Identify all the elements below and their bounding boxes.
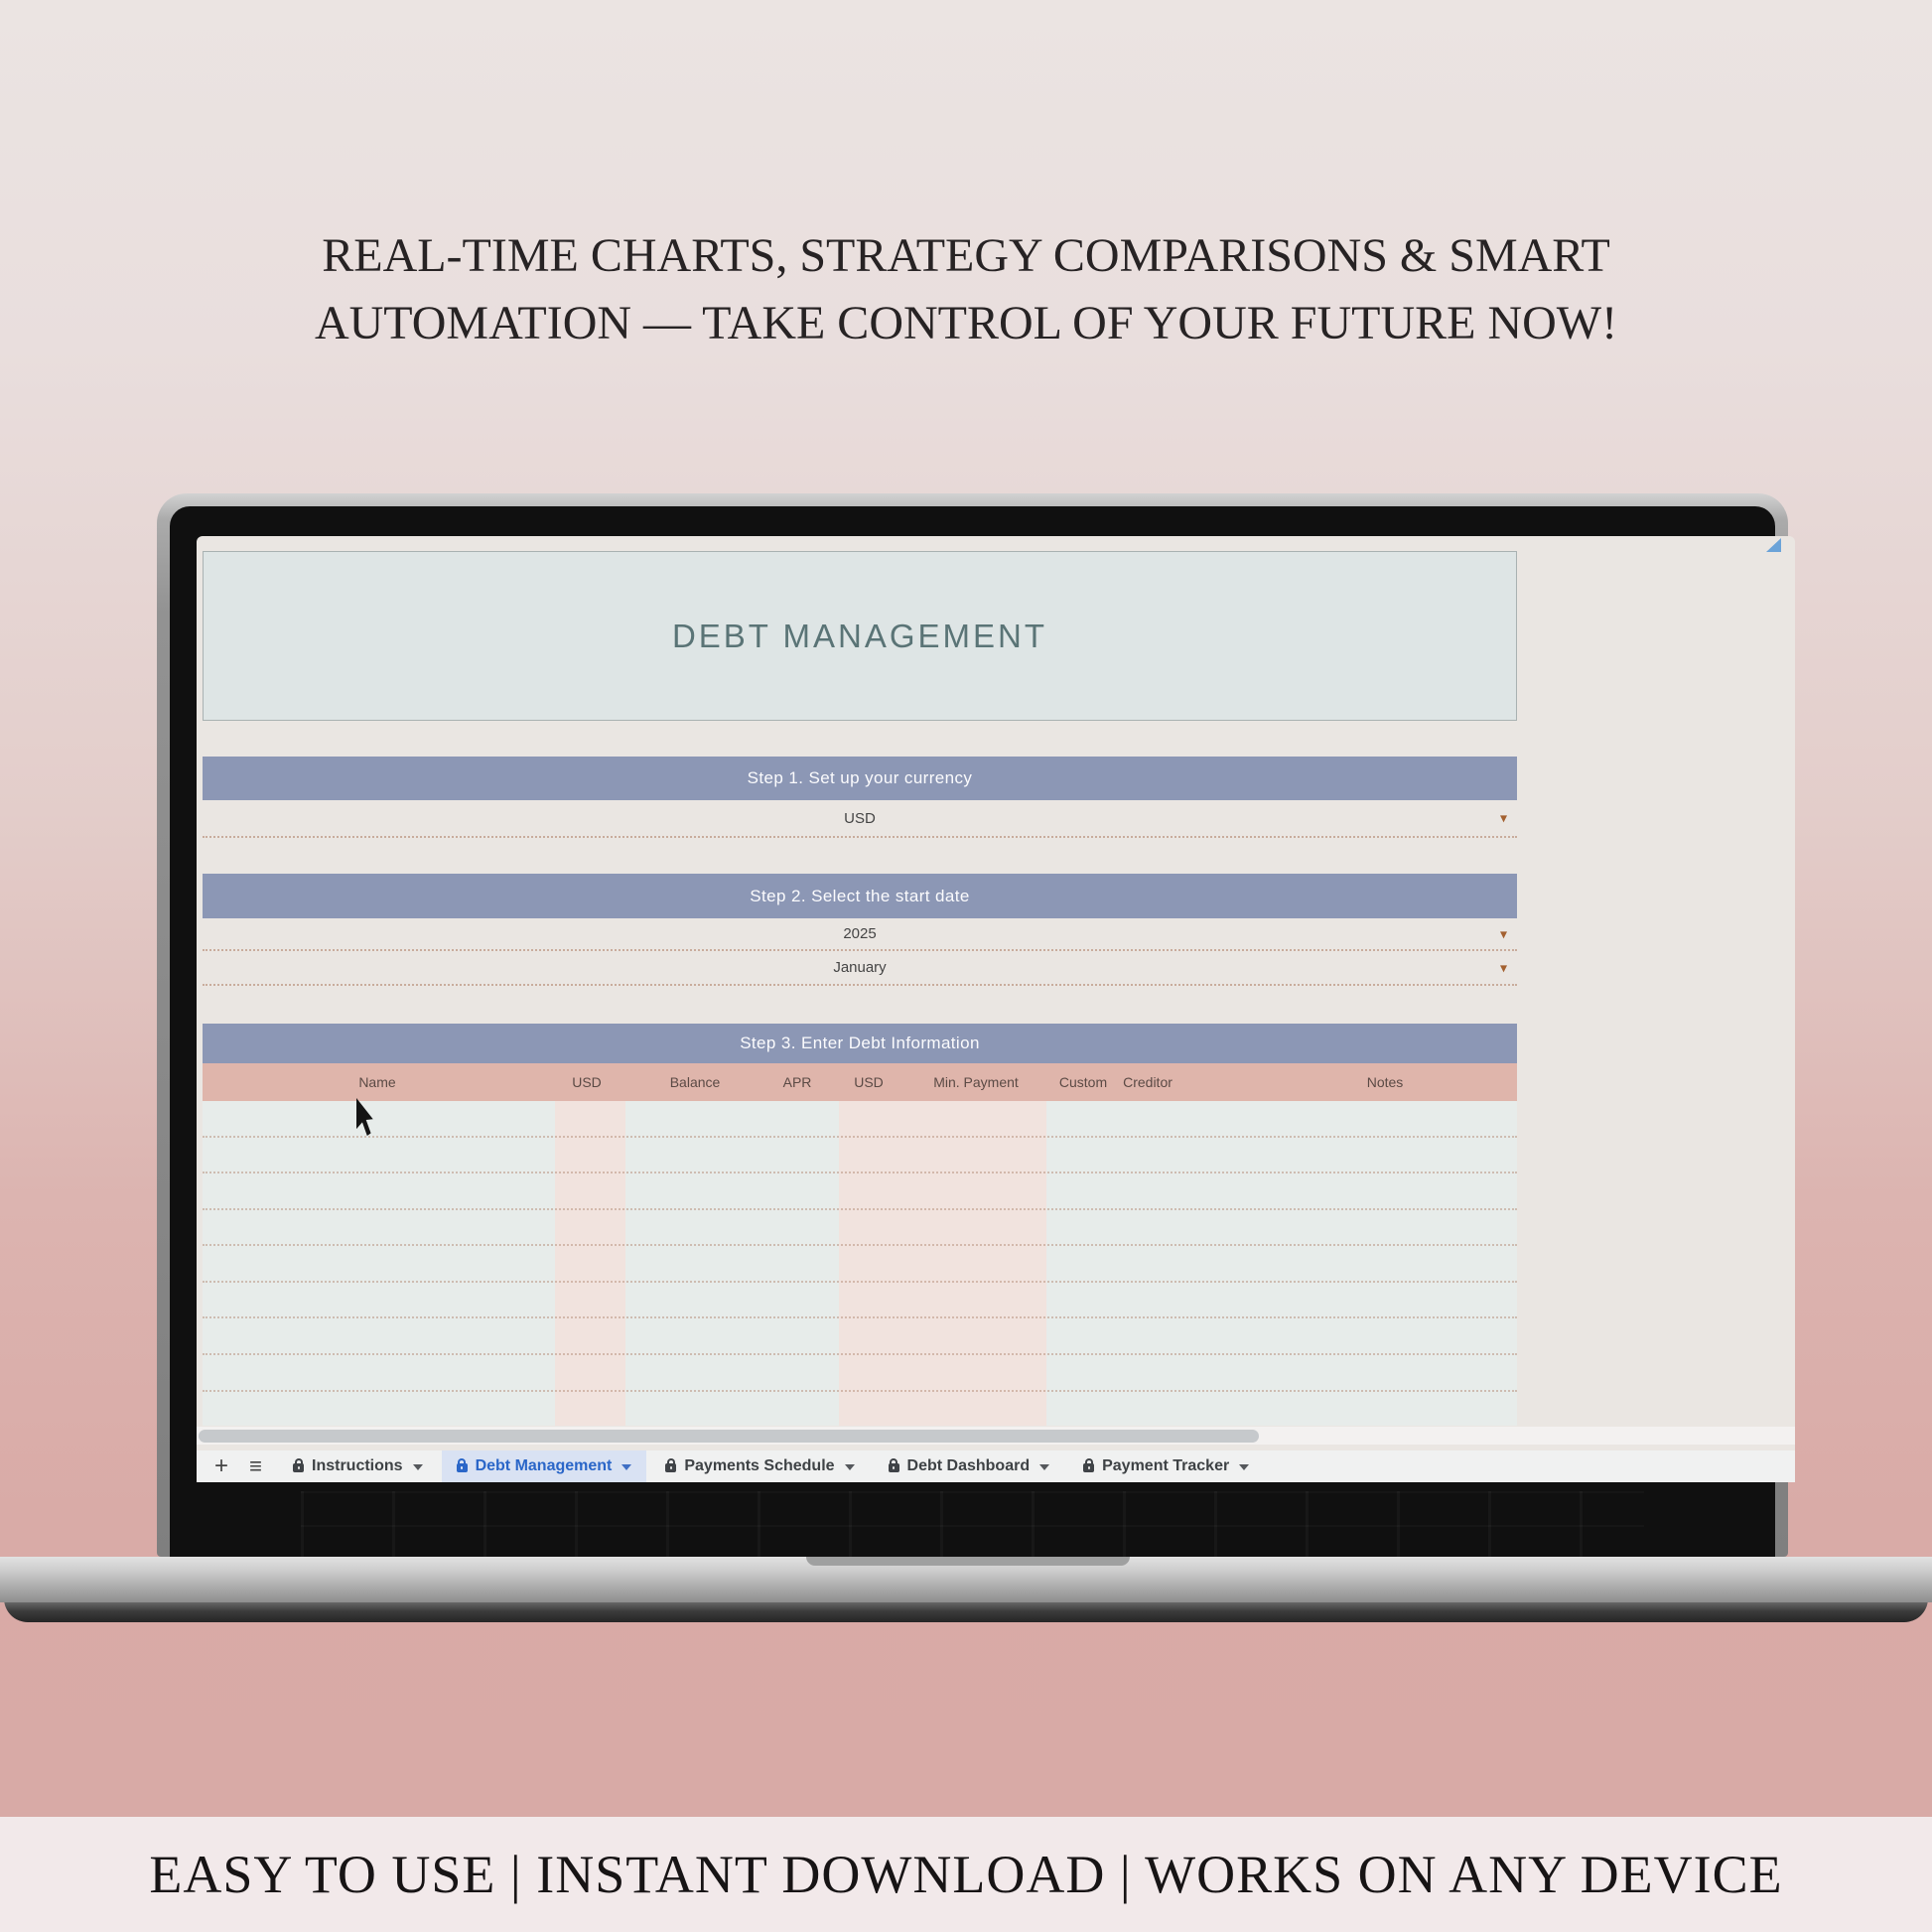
tab-debt-dashboard[interactable]: [874, 1450, 1065, 1482]
step1-header-bar: [203, 757, 1517, 800]
table-row[interactable]: [203, 1210, 1517, 1247]
column-header-usd: USD: [854, 1074, 884, 1090]
headline-line-2: AUTOMATION — TAKE CONTROL OF YOUR FUTURE NOW!: [314, 297, 1618, 349]
spreadsheet-screen: [197, 536, 1795, 1482]
lock-icon: [293, 1463, 304, 1472]
lock-icon: [665, 1463, 676, 1472]
step1-label: Step 1. Set up your currency: [747, 768, 973, 787]
table-row[interactable]: [203, 1392, 1517, 1427]
horizontal-scrollbar-track[interactable]: [197, 1427, 1795, 1445]
step2-header-bar: [203, 874, 1517, 918]
sheet-title: DEBT MANAGEMENT: [671, 617, 1048, 654]
headline: [0, 222, 1932, 357]
column-header-notes: Notes: [1366, 1074, 1404, 1090]
chevron-down-icon[interactable]: [1039, 1464, 1049, 1470]
lock-icon: [457, 1463, 468, 1472]
tab-label: Debt Management: [475, 1457, 613, 1474]
laptop-base: [0, 1557, 1932, 1602]
table-row[interactable]: [203, 1283, 1517, 1319]
column-header-creditor: Creditor: [1123, 1074, 1173, 1090]
tab-instructions[interactable]: [278, 1450, 438, 1482]
table-row[interactable]: [203, 1101, 1517, 1138]
year-select-row[interactable]: [203, 918, 1517, 951]
tab-payments-schedule[interactable]: [650, 1450, 869, 1482]
corner-selection-icon: [1766, 538, 1781, 552]
dropdown-arrow-icon[interactable]: ▾: [1499, 809, 1507, 826]
column-header-balance: Balance: [669, 1074, 721, 1090]
laptop-lid: [157, 493, 1788, 1557]
bottom-banner-text: EASY TO USE | INSTANT DOWNLOAD | WORKS ON ANY DEVICE: [149, 1845, 1783, 1904]
chevron-down-icon[interactable]: [845, 1464, 855, 1470]
tab-label: Payment Tracker: [1102, 1457, 1230, 1474]
step3-header-bar: [203, 1024, 1517, 1063]
table-row[interactable]: [203, 1138, 1517, 1174]
debt-table-empty-rows: [203, 1101, 1517, 1426]
column-header-usd: USD: [572, 1074, 602, 1090]
chevron-down-icon[interactable]: [413, 1464, 423, 1470]
column-header-apr: APR: [782, 1074, 812, 1090]
all-sheets-menu-icon[interactable]: ≡: [249, 1453, 261, 1478]
add-sheet-icon[interactable]: +: [213, 1452, 228, 1479]
debt-table-column-headers: [203, 1063, 1517, 1101]
tab-label: Payments Schedule: [684, 1457, 835, 1474]
sheet-tab-bar: [197, 1450, 1795, 1482]
tab-payment-tracker[interactable]: [1068, 1450, 1264, 1482]
column-header-custom: Custom: [1058, 1074, 1108, 1090]
tab-debt-management[interactable]: [442, 1450, 647, 1482]
lock-icon: [1083, 1463, 1094, 1472]
month-value: January: [833, 959, 887, 976]
column-header-name: Name: [358, 1074, 396, 1090]
lock-icon: [889, 1463, 899, 1472]
chevron-down-icon[interactable]: [1239, 1464, 1249, 1470]
table-row[interactable]: [203, 1318, 1517, 1355]
table-row[interactable]: [203, 1355, 1517, 1392]
currency-select-row[interactable]: [203, 800, 1517, 838]
currency-value: USD: [844, 809, 876, 827]
headline-line-1: REAL-TIME CHARTS, STRATEGY COMPARISONS & SMART: [322, 229, 1610, 282]
laptop-keyboard: [301, 1491, 1644, 1561]
step2-label: Step 2. Select the start date: [750, 886, 970, 905]
tab-label: Instructions: [312, 1457, 403, 1474]
chevron-down-icon[interactable]: [621, 1464, 631, 1470]
debt-table-body[interactable]: [203, 1101, 1517, 1426]
table-row[interactable]: [203, 1173, 1517, 1210]
month-select-row[interactable]: [203, 951, 1517, 986]
laptop-base-notch: [806, 1557, 1130, 1566]
tab-label: Debt Dashboard: [906, 1457, 1031, 1474]
sheet-title-box[interactable]: [203, 551, 1517, 721]
step3-label: Step 3. Enter Debt Information: [740, 1034, 980, 1052]
table-row[interactable]: [203, 1246, 1517, 1283]
horizontal-scrollbar-thumb[interactable]: [199, 1430, 1259, 1443]
laptop-bezel: [170, 506, 1775, 1557]
year-value: 2025: [843, 925, 877, 942]
bottom-banner: [0, 1817, 1932, 1932]
dropdown-arrow-icon[interactable]: ▾: [1499, 924, 1507, 941]
dropdown-arrow-icon[interactable]: ▾: [1499, 958, 1507, 975]
column-header-min-payment: Min. Payment: [933, 1074, 1019, 1090]
